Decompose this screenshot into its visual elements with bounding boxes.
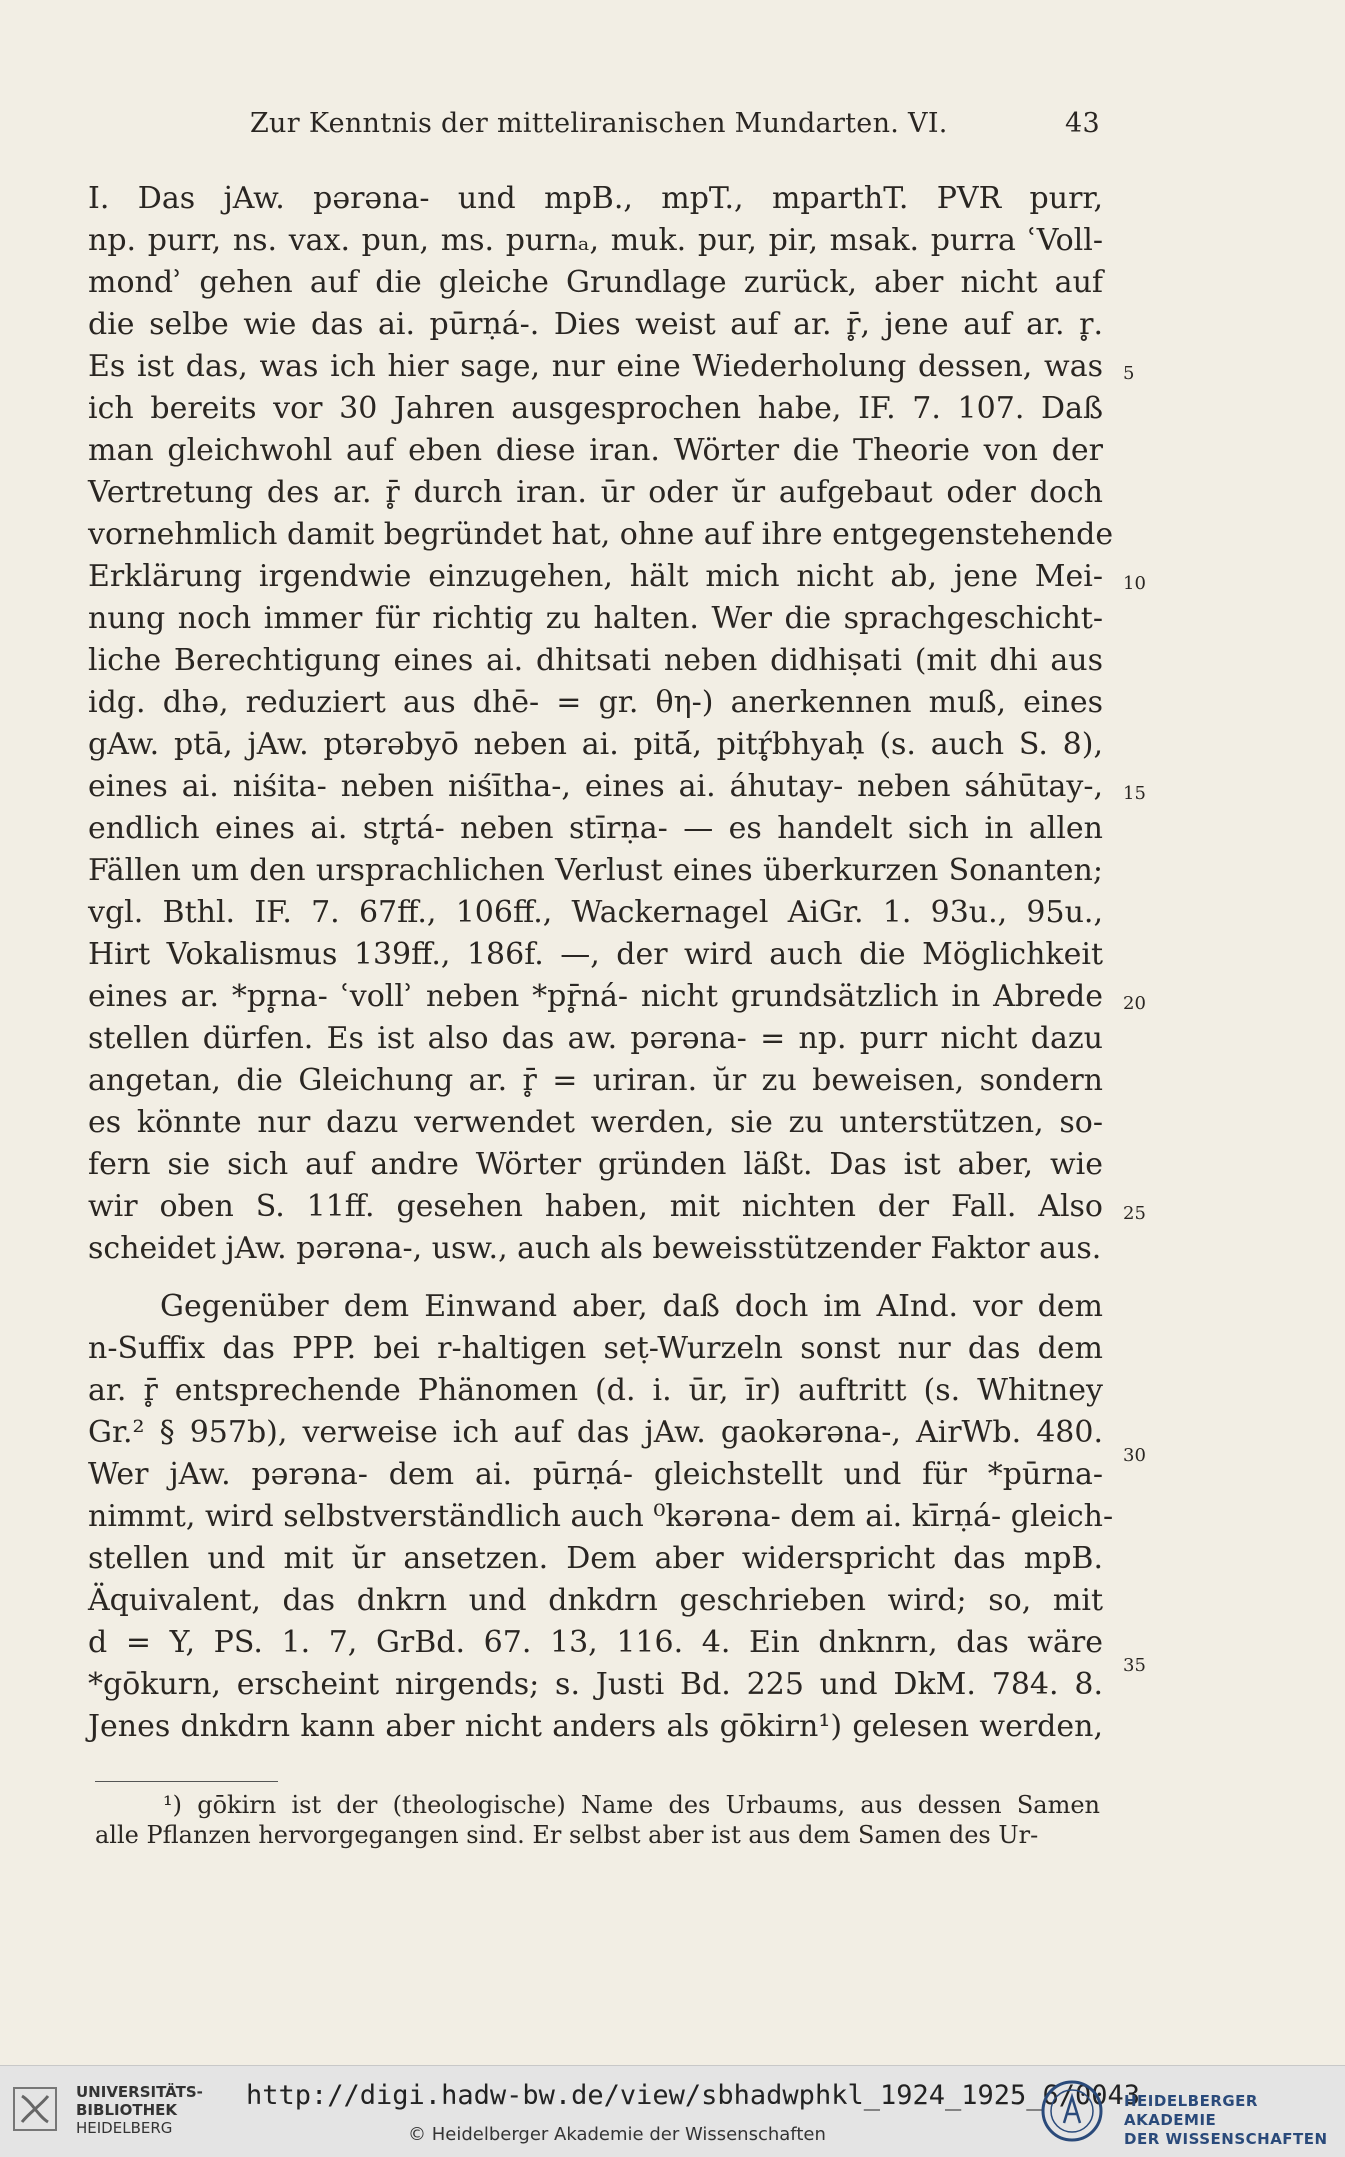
text-line: ar. r̥̄ entsprechende Phänomen (d. i. ūr, īr) auftritt (s. Whitney [88,1373,1103,1408]
line-number: 25 [1123,1203,1146,1224]
text-line: d = Y, PS. 1. 7, GrBd. 67. 13, 116. 4. Ein dnknrn, das wäre [88,1625,1103,1660]
text-line: eines ar. *pr̥na- ʿvollʾ neben *pr̥̄ná- nicht grundsätzlich in Abrede [88,979,1103,1014]
text-line: Hirt Vokalismus 139ff., 186f. —, der wird auch die Möglichkeit [88,937,1103,972]
text-line: np. purr, ns. vax. pun, ms. purnₐ, muk. pur, pir, msak. purra ʿVoll- [88,223,1103,258]
text-line: scheidet jAw. pərəna-, usw., auch als beweisstützender Faktor aus. [88,1231,1102,1266]
footnote-line: alle Pflanzen hervorgegangen sind. Er selbst aber ist aus dem Samen des Ur- [95,1821,1039,1849]
paragraph-2 [88,1286,1114,1748]
text-line: liche Berechtigung eines ai. dhitsati neben didhiṣati (mit dhi aus [88,643,1103,678]
text-line: stellen dürfen. Es ist also das aw. pərəna- = np. purr nicht dazu [88,1021,1103,1056]
text-line: wir oben S. 11ff. gesehen haben, mit nichten der Fall. Also [88,1189,1103,1224]
text-line: angetan, die Gleichung ar. r̥̄ = uriran. ŭr zu beweisen, sondern [88,1063,1103,1098]
text-line: idg. dhə, reduziert aus dhē- = gr. θη-) anerkennen muß, eines [88,685,1103,720]
text-line: endlich eines ai. str̥tá- neben stīrṇa- — es handelt sich in allen [88,811,1103,846]
text-line: eines ai. niśita- neben niśītha-, eines ai. áhutay- neben sáhūtay-, [88,769,1103,804]
viewer-footer [0,2065,1345,2157]
text-line: nung noch immer für richtig zu halten. Wer die sprachgeschicht- [88,601,1103,636]
text-line: man gleichwohl auf eben diese iran. Wörter die Theorie von der [88,433,1103,468]
library-line: BIBLIOTHEK [76,2101,177,2119]
text-line: n-Suffix das PPP. bei r-haltigen seṭ-Wurzeln sonst nur das dem [88,1331,1103,1366]
footnote [95,1790,1100,1850]
line-number: 20 [1123,993,1146,1014]
footnote-rule [95,1781,278,1782]
text-line: fern sie sich auf andre Wörter gründen läßt. Das ist aber, wie [88,1147,1103,1182]
line-number: 10 [1123,573,1146,594]
text-line: Jenes dnkdrn kann aber nicht anders als gōkirn¹) gelesen werden, [88,1709,1103,1744]
text-line: vgl. Bthl. IF. 7. 67ff., 106ff., Wackernagel AiGr. 1. 93u., 95u., [88,895,1103,930]
line-number: 35 [1123,1655,1146,1676]
academy-line: DER WISSENSCHAFTEN [1124,2130,1328,2148]
line-number: 15 [1123,783,1146,804]
text-line: Es ist das, was ich hier sage, nur eine Wiederholung dessen, was [88,349,1103,384]
line-number: 30 [1123,1445,1146,1466]
text-line: Vertretung des ar. r̥̄ durch iran. ūr oder ŭr aufgebaut oder doch [88,475,1103,510]
text-line: Gr.² § 957b), verweise ich auf das jAw. gaokərəna-, AirWb. 480. [88,1415,1103,1450]
text-line: Äquivalent, das dnkrn und dnkdrn geschrieben wird; so, mit [88,1583,1103,1618]
running-title: Zur Kenntnis der mitteliranischen Mundarten. VI. [250,108,948,139]
text-line: mondʾ gehen auf die gleiche Grundlage zurück, aber nicht auf [88,265,1103,300]
text-line: es könnte nur dazu verwendet werden, sie zu unterstützen, so- [88,1105,1103,1140]
library-name [76,2083,203,2137]
permalink-url[interactable]: http://digi.hadw-bw.de/view/sbhadwphkl_1924_1925_6/0043 [246,2080,1141,2111]
academy-line: HEIDELBERGER AKADEMIE [1124,2092,1258,2129]
academy-name [1124,2092,1345,2149]
text-line: gAw. ptā, jAw. ptərəbyō neben ai. pitā́, pitŕ̥bhyaḥ (s. auch S. 8), [88,727,1103,762]
text-line: Erklärung irgendwie einzugehen, hält mich nicht ab, jene Mei- [88,559,1103,594]
text-line: Gegenüber dem Einwand aber, daß doch im AInd. vor dem [160,1289,1103,1324]
line-number: 5 [1123,363,1135,384]
main-text [88,178,1114,1748]
library-line: HEIDELBERG [76,2119,173,2137]
running-header [250,108,1100,139]
text-line: nimmt, wird selbstverständlich auch ⁰kərəna- dem ai. kīrṇá- gleich- [88,1499,1114,1534]
footnote-line: ¹) gōkirn ist der (theologische) Name des Urbaums, aus dessen Samen [163,1791,1100,1819]
text-line: ich bereits vor 30 Jahren ausgesprochen habe, IF. 7. 107. Daß [88,391,1103,426]
paragraph-1 [88,178,1114,1270]
text-line: die selbe wie das ai. pūrṇá-. Dies weist auf ar. r̥̄, jene auf ar. r̥. [88,307,1103,342]
academy-seal-icon [1040,2079,1104,2143]
library-line: UNIVERSITÄTS- [76,2083,203,2101]
text-line: vornehmlich damit begründet hat, ohne auf ihre entgegenstehende [88,517,1114,552]
text-line: I. Das jAw. pərəna- und mpB., mpT., mparthT. PVR purr, [88,181,1103,216]
text-line: stellen und mit ŭr ansetzen. Dem aber widerspricht das mpB. [88,1541,1103,1576]
library-logo-icon [12,2086,58,2132]
text-line: *gōkurn, erscheint nirgends; s. Justi Bd. 225 und DkM. 784. 8. [88,1667,1103,1702]
copyright-notice: © Heidelberger Akademie der Wissenschaften [408,2124,826,2145]
text-line: Fällen um den ursprachlichen Verlust eines überkurzen Sonanten; [88,853,1103,888]
text-line: Wer jAw. pərəna- dem ai. pūrṇá- gleichstellt und für *pūrna- [88,1457,1103,1492]
page-number: 43 [1065,108,1100,139]
